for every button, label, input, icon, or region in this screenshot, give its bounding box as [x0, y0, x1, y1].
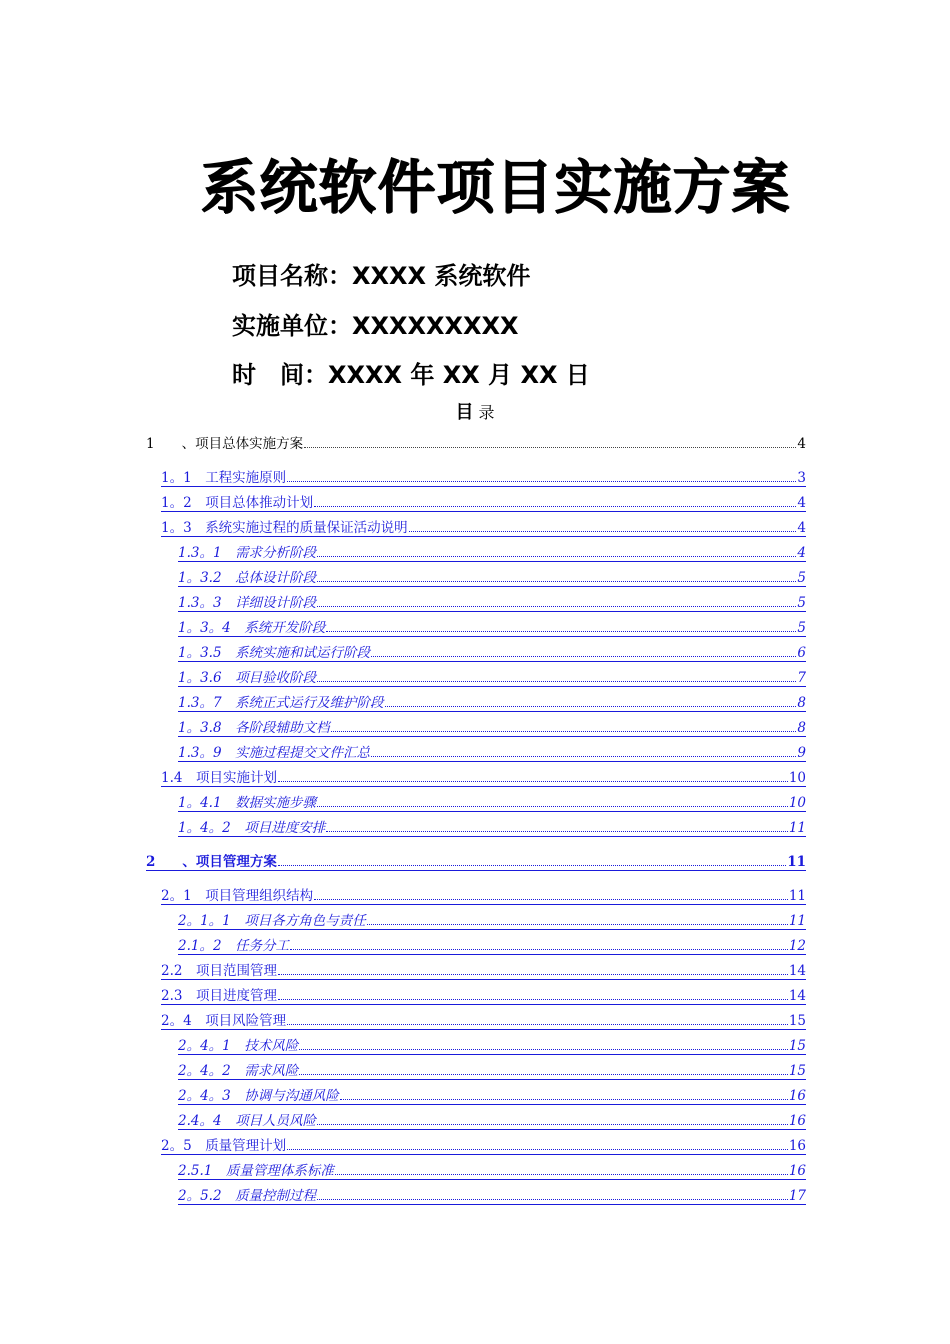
toc-entry-title: 实施过程提交文件汇总: [235, 745, 371, 761]
toc-entry[interactable]: [178, 641, 806, 662]
toc-entry-title: 项目管理组织结构: [205, 888, 314, 904]
toc-entry-number: 2.2: [161, 963, 196, 979]
toc-entry-title: 总体设计阶段: [235, 570, 317, 586]
toc-entry-page: 11: [788, 820, 806, 836]
toc-entry-page: 5: [797, 620, 806, 636]
toc-entry-number: 1.3。3: [178, 595, 236, 611]
toc-leader: [278, 999, 788, 1000]
toc-entry-title: 工程实施原则: [205, 470, 287, 486]
toc-entry-number: 1。3: [161, 520, 206, 536]
toc-entry-title: 系统正式运行及维护阶段: [235, 695, 384, 711]
toc-entry-number: 2 、: [146, 854, 196, 870]
toc-leader: [278, 781, 788, 782]
toc-entry-title: 系统开发阶段: [244, 620, 326, 636]
toc-leader: [317, 556, 796, 557]
toc-entry-page: 10: [788, 770, 806, 786]
toc-entry-number: 1。1: [161, 470, 206, 486]
toc-entry-page: 5: [797, 595, 806, 611]
toc-leader: [340, 1099, 788, 1100]
toc-entry-page: 5: [797, 570, 806, 586]
toc-entry-page: 4: [797, 545, 806, 561]
toc-entry-title: 技术风险: [244, 1038, 299, 1054]
toc-entry-title: 系统实施和试运行阶段: [235, 645, 371, 661]
toc-entry[interactable]: [178, 741, 806, 762]
toc-entry[interactable]: [178, 1184, 806, 1205]
toc-leader: [314, 506, 796, 507]
toc-entry-title: 项目进度管理: [195, 988, 277, 1004]
toc-entry-title: 需求风险: [244, 1063, 299, 1079]
toc-entry-page: 15: [788, 1038, 806, 1054]
toc-leader: [385, 706, 797, 707]
toc-leader: [317, 606, 796, 607]
toc-entry-title: 项目人员风险: [235, 1113, 317, 1129]
toc-entry[interactable]: [146, 850, 806, 871]
toc-heading-big: 目: [455, 402, 474, 423]
toc-entry-number: 1。3.8: [178, 720, 236, 736]
toc-entry-page: 4: [797, 436, 806, 452]
toc-entry-number: 1.3。7: [178, 695, 236, 711]
toc-entry-page: 10: [788, 795, 806, 811]
toc-entry-number: 1。4。2: [178, 820, 245, 836]
toc-leader: [317, 1124, 788, 1125]
toc-entry[interactable]: [178, 1109, 806, 1130]
toc-entry-title: 质量管理体系标准: [225, 1163, 334, 1179]
toc-entry-page: 16: [788, 1088, 806, 1104]
toc-entry-page: 12: [788, 938, 806, 954]
toc-entry[interactable]: [178, 1059, 806, 1080]
toc-entry-title: 任务分工: [235, 938, 290, 954]
toc-entry-number: 2.1。2: [178, 938, 236, 954]
toc-entry[interactable]: [178, 541, 806, 562]
toc-entry-page: 11: [788, 888, 806, 904]
toc-entry-title: 各阶段辅助文档: [235, 720, 330, 736]
toc-leader: [299, 1074, 788, 1075]
toc-entry-page: 4: [797, 495, 806, 511]
toc-entry[interactable]: [161, 984, 806, 1005]
toc-leader: [317, 1199, 788, 1200]
toc-entry-number: 1.4: [161, 770, 196, 786]
toc-entry-number: 1。3.6: [178, 670, 236, 686]
toc-entry-page: 15: [788, 1013, 806, 1029]
toc-entry-title: 项目管理方案: [195, 854, 277, 870]
toc-leader: [371, 756, 796, 757]
toc-entry[interactable]: [178, 909, 806, 930]
toc-entry-title: 项目总体推动计划: [205, 495, 314, 511]
toc-entry[interactable]: [161, 766, 806, 787]
toc-leader: [304, 447, 796, 448]
toc-entry-number: 1.3。1: [178, 545, 236, 561]
toc-entry-number: 2.4。4: [178, 1113, 236, 1129]
toc-entry[interactable]: [178, 1159, 806, 1180]
toc-entry-page: 11: [787, 854, 806, 870]
toc-entry-number: 2。4: [161, 1013, 206, 1029]
document-title: 系统软件项目实施方案: [199, 153, 790, 221]
toc-leader: [367, 924, 788, 925]
toc-entry-number: 2.3: [161, 988, 196, 1004]
toc-entry-page: 6: [797, 645, 806, 661]
toc-entry-title: 质量管理计划: [205, 1138, 287, 1154]
toc-entry[interactable]: [178, 691, 806, 712]
toc-entry-page: 8: [797, 720, 806, 736]
toc-entry[interactable]: [161, 959, 806, 980]
toc-entry[interactable]: [161, 884, 806, 905]
toc-entry-number: 2。5: [161, 1138, 206, 1154]
toc-entry[interactable]: [178, 1084, 806, 1105]
toc-leader: [287, 481, 796, 482]
toc-entry-number: 1。4.1: [178, 795, 236, 811]
toc-entry-title: 详细设计阶段: [235, 595, 317, 611]
toc-leader: [314, 899, 788, 900]
toc-leader: [317, 581, 796, 582]
toc-leader: [287, 1149, 788, 1150]
toc-leader: [299, 1049, 788, 1050]
toc-entry-number: 1。3.2: [178, 570, 236, 586]
toc-leader: [290, 949, 788, 950]
toc-leader: [317, 681, 796, 682]
toc-leader: [287, 1024, 788, 1025]
project-name: 项目名称：XXXX 系统软件: [232, 262, 531, 290]
toc-entry-title: 协调与沟通风险: [244, 1088, 339, 1104]
toc-leader: [409, 531, 797, 532]
toc-entry[interactable]: [161, 516, 806, 537]
toc-entry-page: 15: [788, 1063, 806, 1079]
toc-entry[interactable]: [178, 566, 806, 587]
toc-entry-title: 质量控制过程: [235, 1188, 317, 1204]
toc-leader: [326, 631, 796, 632]
toc-entry-title: 项目总体实施方案: [195, 436, 304, 452]
toc-entry-page: 14: [788, 988, 806, 1004]
toc-entry-title: 项目范围管理: [195, 963, 277, 979]
toc-entry-page: 3: [797, 470, 806, 486]
toc-entry-number: 2。5.2: [178, 1188, 236, 1204]
toc-entry[interactable]: [161, 491, 806, 512]
toc-entry-number: 1.3。9: [178, 745, 236, 761]
toc-entry-title: 项目实施计划: [195, 770, 277, 786]
toc-entry-number: 2。1: [161, 888, 206, 904]
toc-entry[interactable]: [178, 934, 806, 955]
toc-entry-number: 2。1。1: [178, 913, 245, 929]
toc-entry-page: 11: [788, 913, 806, 929]
toc-entry-page: 4: [797, 520, 806, 536]
toc-entry-number: 2。4。2: [178, 1063, 245, 1079]
toc-entry-title: 项目验收阶段: [235, 670, 317, 686]
toc-entry-page: 7: [797, 670, 806, 686]
toc-entry-number: 1。3。4: [178, 620, 245, 636]
toc-entry[interactable]: [146, 432, 806, 452]
toc-entry[interactable]: [178, 616, 806, 637]
toc-entry-number: 2。4。1: [178, 1038, 245, 1054]
toc-entry-page: 16: [788, 1163, 806, 1179]
toc-entry-title: 系统实施过程的质量保证活动说明: [205, 520, 408, 536]
toc-leader: [317, 806, 788, 807]
toc-leader: [335, 1174, 788, 1175]
toc-heading-small: 录: [478, 403, 495, 422]
toc-entry[interactable]: [161, 466, 806, 487]
toc-leader: [326, 831, 788, 832]
toc-leader: [278, 865, 786, 866]
implementation-org: 实施单位：XXXXXXXXX: [232, 312, 519, 340]
toc-entry-page: 14: [788, 963, 806, 979]
project-time: 时 间：XXXX 年 XX 月 XX 日: [232, 361, 590, 389]
toc-entry-page: 17: [788, 1188, 806, 1204]
toc-entry[interactable]: [161, 1134, 806, 1155]
toc-entry[interactable]: [161, 1009, 806, 1030]
toc-entry-title: 项目风险管理: [205, 1013, 287, 1029]
toc-entry-title: 项目各方角色与责任: [244, 913, 366, 929]
toc-entry-number: 2.5.1: [178, 1163, 226, 1179]
toc-entry-title: 数据实施步骤: [235, 795, 317, 811]
toc-entry-number: 1。3.5: [178, 645, 236, 661]
toc-entry-number: 1。2: [161, 495, 206, 511]
toc-leader: [331, 731, 797, 732]
toc-entry[interactable]: [178, 791, 806, 812]
toc-entry[interactable]: [178, 591, 806, 612]
toc-entry-number: 1 、: [146, 436, 196, 452]
toc-entry-page: 16: [788, 1138, 806, 1154]
toc-leader: [371, 656, 796, 657]
toc-heading: [0, 398, 950, 424]
toc-entry-number: 2。4。3: [178, 1088, 245, 1104]
toc-entry[interactable]: [178, 716, 806, 737]
toc-entry-page: 8: [797, 695, 806, 711]
toc-entry[interactable]: [178, 816, 806, 837]
toc-entry-page: 9: [797, 745, 806, 761]
toc-leader: [278, 974, 788, 975]
toc-entry[interactable]: [178, 666, 806, 687]
toc-entry-title: 项目进度安排: [244, 820, 326, 836]
toc-entry-page: 16: [788, 1113, 806, 1129]
toc-entry-title: 需求分析阶段: [235, 545, 317, 561]
toc-entry[interactable]: [178, 1034, 806, 1055]
